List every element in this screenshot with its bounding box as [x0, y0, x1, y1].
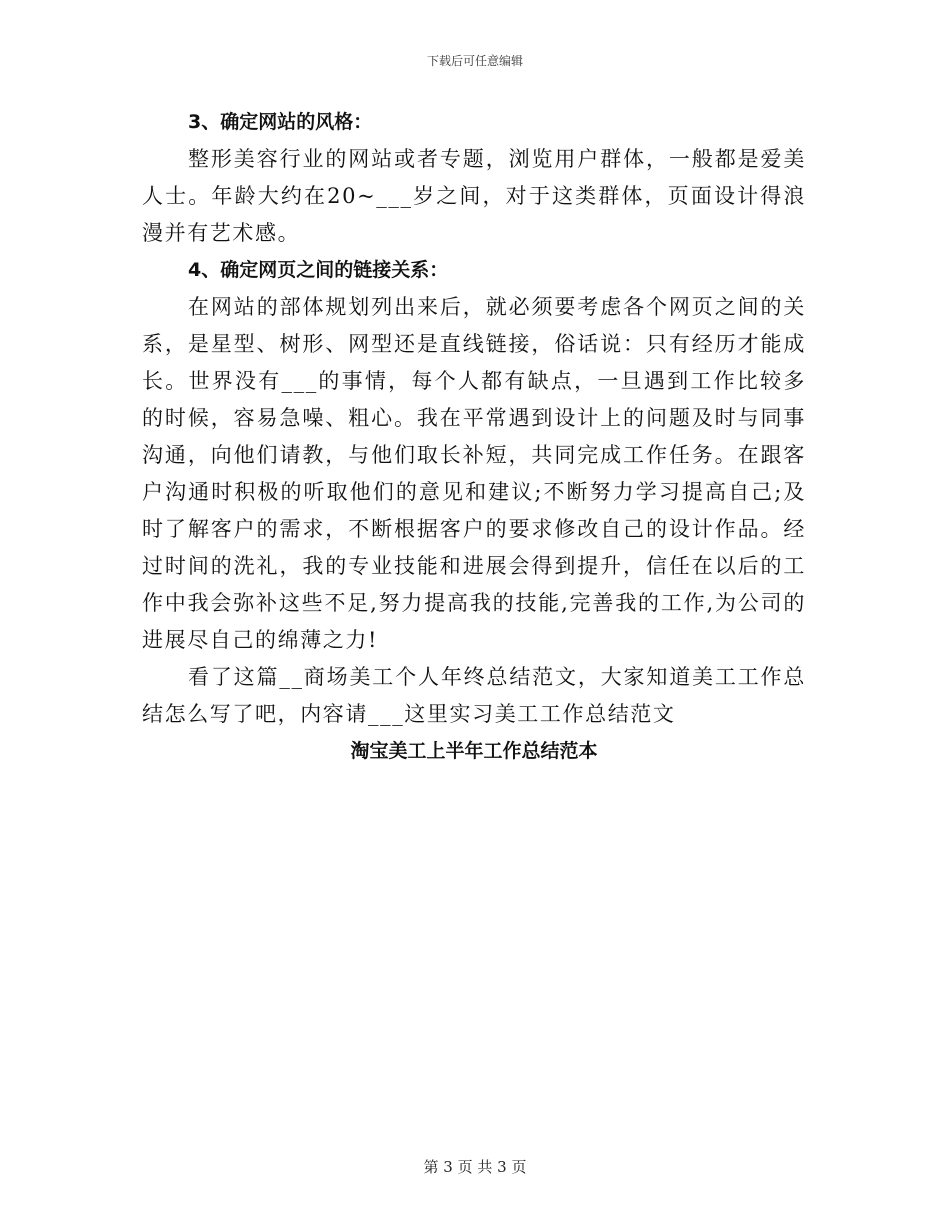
paragraph-style: 整形美容行业的网站或者专题，浏览用户群体，一般都是爱美人士。年龄大约在20~___岁之间，对于这类群体，页面设计得浪漫并有艺术感。: [142, 147, 806, 245]
paragraph-closing: 看了这篇__商场美工个人年终总结范文，大家知道美工工作总结怎么写了吧，内容请___这里实习美工工作总结范文: [142, 665, 806, 726]
paragraph-links: 在网站的部体规划列出来后，就必须要考虑各个网页之间的关系，是星型、树形、网型还是直线链接，俗话说：只有经历才能成长。世界没有___的事情，每个人都有缺点，一旦遇到工作比较多的时候，容易急噪、粗心。我在平常遇到设计上的问题及时与同事沟通，向他们请教，与他们取长补短，共同完成工作任务。在跟客户沟通时积极的听取他们的意见和建议;不断努力学习提高自己;及时了解客户的需求，不断根据客户的要求修改自己的设计作品。经过时间的洗礼，我的专业技能和进展会得到提升，信任在以后的工作中我会弥补这些不足,努力提高我的技能,完善我的工作,为公司的进展尽自己的绵薄之力!: [142, 295, 806, 652]
page-header-note: 下载后可任意编辑: [426, 54, 523, 68]
section-heading-style: 3、确定网站的风格：: [188, 111, 373, 133]
next-article-title: 淘宝美工上半年工作总结范本: [350, 740, 598, 762]
document-body: [142, 104, 806, 770]
section-heading-links: 4、确定网页之间的链接关系：: [188, 259, 449, 281]
page-footer: 第 3 页 共 3 页: [423, 1158, 527, 1176]
